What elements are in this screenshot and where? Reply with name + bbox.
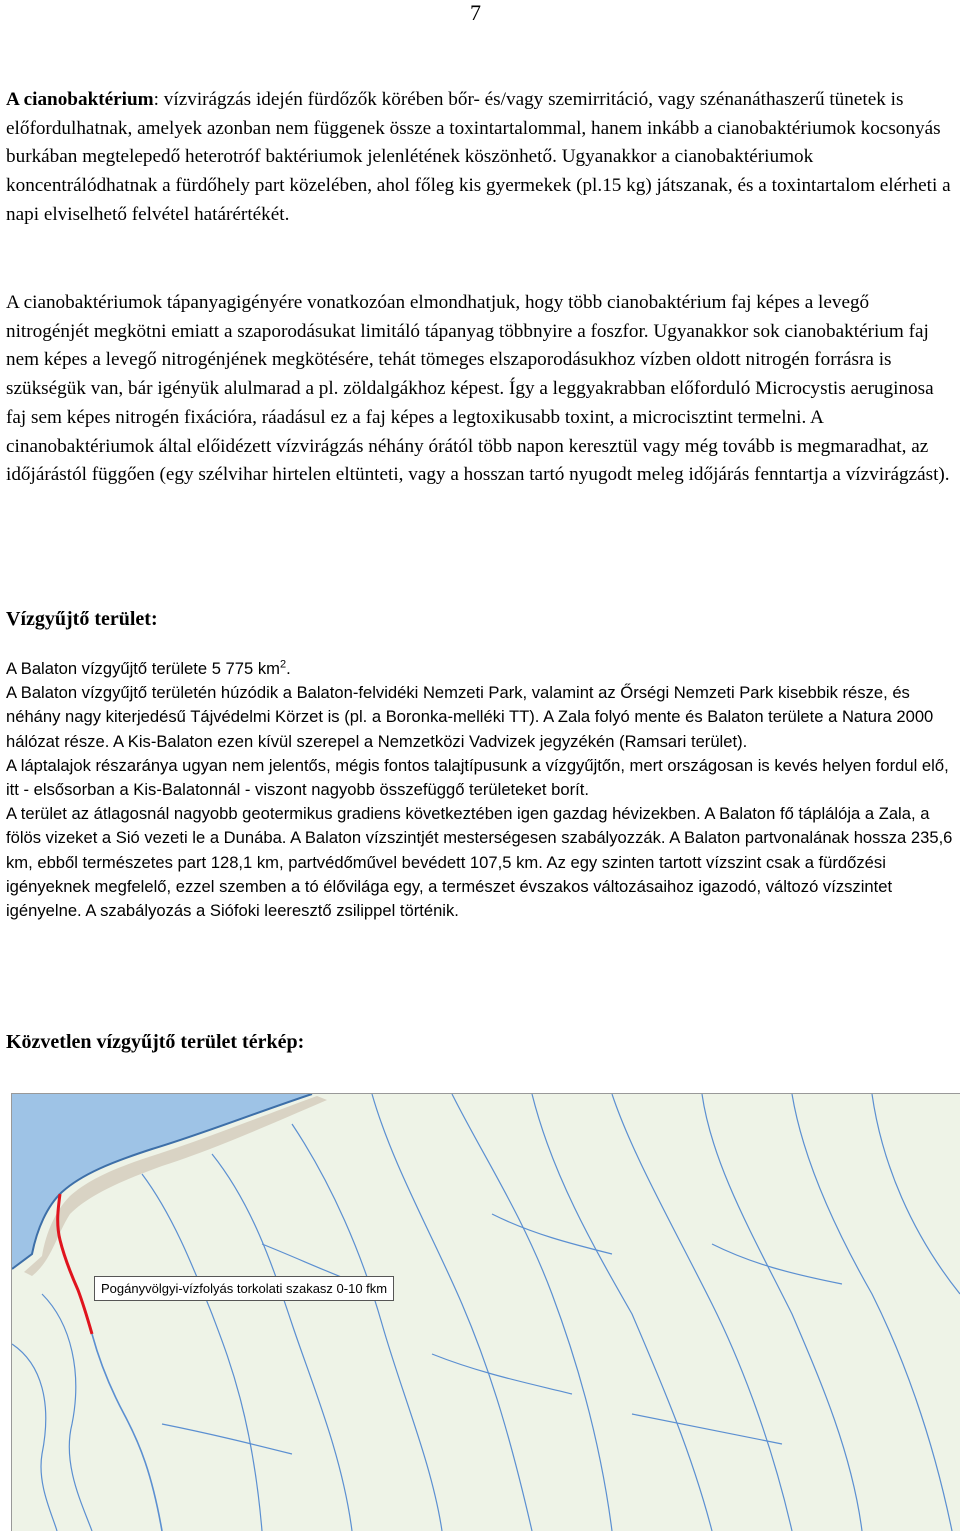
paragraph-parks: A Balaton vízgyűjtő területén húzódik a Balaton-felvidéki Nemzeti Park, valamint az Őrségi Nemzeti Park kisebbik része, és néhány nagy kiterjedésű Tájvédelmi Körzet is (pl. a Boronka-melléki TT). A Zala folyó mente és Balaton területe a Natura 2000 hálózat része. A Kis-Balaton ezen kívül szerepel a Nemzetközi Vadvizek jegyzékén (Ramsari terület).	[6, 683, 934, 751]
heading-catchment: Vízgyűjtő terület:	[6, 608, 158, 630]
paragraph-water-level: A terület az átlagosnál nagyobb geotermikus gradiens következtében igen gazdag hévizekben. A Balaton fő táplálója a Zala, a fölös vizeket a Sió vezeti le a Dunába. A Balaton vízszintjét mesterségesen szabályozzák. A Balaton partvonalának hossza 235,6 km, ebből természetes part 128,1 km, partvédőművel bevédett 107,5 km. Az egy szinten tartott vízszint csak a fürdőzési igényeknek megfelelő, ezzel szemben a tó élővilága egy, a természet évszakos változásaihoz igazodó, változó vízszintet igényelne. A szabályozás a Siófoki leeresztő zsilippel történik.	[6, 804, 953, 921]
map-drawing	[12, 1094, 960, 1531]
catchment-map	[11, 1093, 960, 1531]
paragraph-soils: A láptalajok részaránya ugyan nem jelentős, mégis fontos talajtípusunk a vízgyűjtőn, mert országosan is kevés helyen fordul elő, itt - elsősorban a Kis-Balatonnál - viszont nagyobb összefüggő területeket borít.	[6, 755, 949, 800]
paragraph-cyanobacteria-text: : vízvirágzás idején fürdőzők körében bőr- és/vagy szemirritáció, vagy szénanáthaszerű tünetek is előfordulhatnak, amelyek azonban nem függenek össze a toxintartalommal, hanem inkább a cianobaktériumok kocsonyás burkában megtelepedő heterotróf baktériumok jelenlétének köszönhető. Ugyanakkor a cianobaktériumok koncentrálódhatnak a fürdőhely part közelében, ahol főleg kis gyermekek (pl.15 kg) játszanak, és a toxintartalom elérheti a napi elviselhető felvétel határértékét.	[6, 89, 951, 225]
heading-map: Közvetlen vízgyűjtő terület térkép:	[6, 1031, 305, 1053]
area-superscript: 2	[279, 658, 287, 671]
area-end: .	[286, 659, 291, 678]
term-cyanobacteria: A cianobaktérium	[6, 89, 154, 110]
area-line	[6, 657, 956, 681]
paragraph-cyanobacteria	[6, 86, 956, 230]
catchment-text	[6, 657, 956, 923]
map-label: Pogányvölgyi-vízfolyás torkolati szakasz 0-10 fkm	[94, 1276, 394, 1301]
area-text: A Balaton vízgyűjtő területe 5 775 km	[6, 659, 280, 678]
page-number: 7	[470, 0, 481, 25]
paragraph-nutrients: A cianobaktériumok tápanyagigényére vonatkozóan elmondhatjuk, hogy több cianobaktérium faj képes a levegő nitrogénjét megkötni emiatt a szaporodásukat limitáló tápanyag többnyire a foszfor. Ugyanakkor sok cianobaktérium faj nem képes a levegő nitrogénjének megkötésére, tehát tömeges elszaporodásukhoz vízben oldott nitrogén forrásra is szükségük van, bár igényük alulmarad a pl. zöldalgákhoz képest. Így a leggyakrabban előforduló Microcystis aeruginosa faj sem képes nitrogén fixációra, ráadásul ez a faj képes a legtoxikusabb toxint, a microcisztint termelni. A cinanobaktériumok által előidézett vízvirágzás néhány órától több napon keresztül vagy még tovább is megmaradhat, az időjárástól függően (egy szélvihar hirtelen eltünteti, vagy a hosszan tartó nyugodt meleg időjárás fenntartja a vízvirágzást).	[6, 292, 950, 486]
